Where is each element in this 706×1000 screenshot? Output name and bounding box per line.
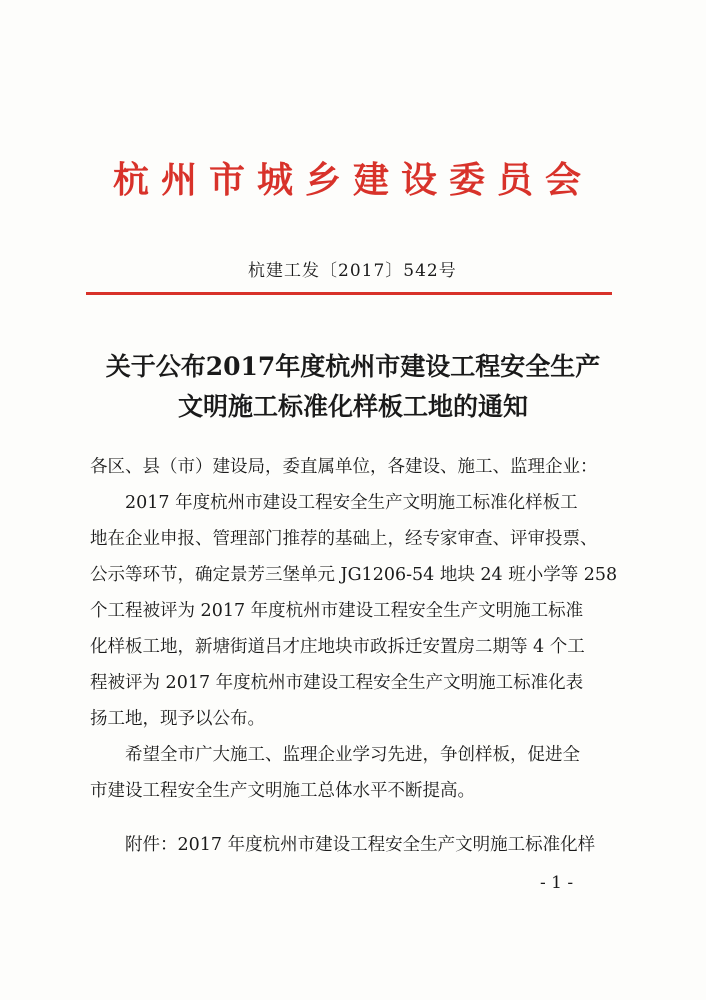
page-number: - 1 - xyxy=(540,873,574,893)
notice-title xyxy=(0,347,706,427)
document-number: 杭建工发〔2017〕542号 xyxy=(248,261,457,281)
attachment-line: 附件：2017 年度杭州市建设工程安全生产文明施工标准化样 xyxy=(125,835,596,855)
notice-body xyxy=(90,449,630,863)
paragraph-1-line: 公示等环节，确定景芳三堡单元 JG1206-54 地块 24 班小学等 258 xyxy=(90,565,618,585)
red-separator-line xyxy=(86,292,612,295)
paragraph-1-line: 个工程被评为 2017 年度杭州市建设工程安全生产文明施工标准 xyxy=(90,601,584,621)
salutation: 各区、县（市）建设局，委直属单位，各建设、施工、监理企业： xyxy=(90,457,598,477)
issuer-header: 杭州市城乡建设委员会 xyxy=(112,159,593,201)
paragraph-1-line: 地在企业申报、管理部门推荐的基础上，经专家审查、评审投票、 xyxy=(90,529,598,549)
paragraph-2-line: 希望全市广大施工、监理企业学习先进，争创样板，促进全 xyxy=(125,745,580,765)
title-line-2: 文明施工标准化样板工地的通知 xyxy=(177,392,528,421)
paragraph-2-line: 市建设工程安全生产文明施工总体水平不断提高。 xyxy=(90,781,475,801)
paragraph-1-line: 程被评为 2017 年度杭州市建设工程安全生产文明施工标准化表 xyxy=(90,673,584,693)
title-line-1: 关于公布2017年度杭州市建设工程安全生产 xyxy=(105,352,601,381)
spacer xyxy=(90,809,630,827)
paragraph-1-line: 化样板工地，新塘街道吕才庄地块市政拆迁安置房二期等 4 个工 xyxy=(90,637,585,657)
paragraph-1-line: 扬工地，现予以公布。 xyxy=(90,709,265,729)
paragraph-1-line: 2017 年度杭州市建设工程安全生产文明施工标准化样板工 xyxy=(125,493,578,513)
